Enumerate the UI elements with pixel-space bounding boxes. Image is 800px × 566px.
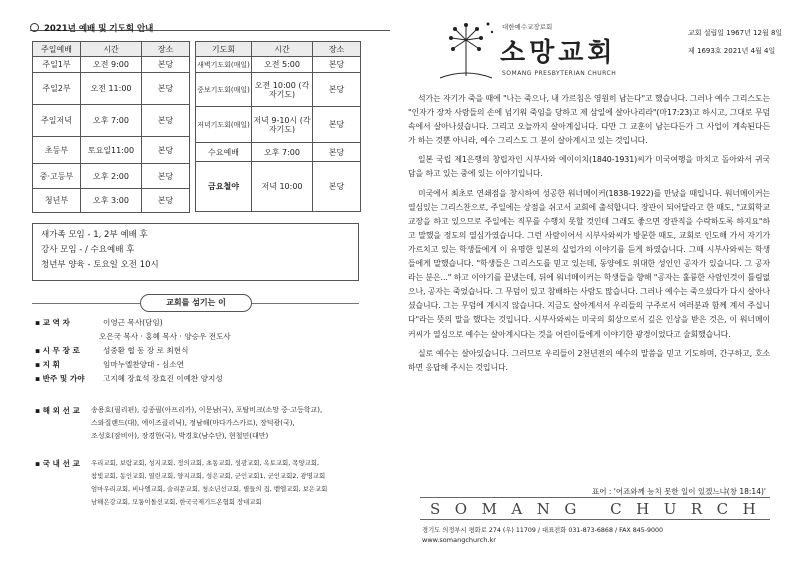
service-place: 본당	[142, 73, 190, 105]
overseas-label: 해 외 선 교	[42, 406, 80, 415]
prayer-name: 새벽기도회(매일)	[196, 57, 252, 73]
prayer-place: 본당	[313, 162, 361, 212]
address-line: 경기도 의정부시 평화로 274 (우) 11709 / 대표전화 031-873-6868 / FAX 845-9000	[422, 527, 664, 534]
founded-date: 교회 설립일 1967년 12월 8일	[688, 29, 783, 37]
header-cell: 장소	[142, 42, 190, 57]
prayer-schedule-table	[195, 41, 361, 212]
table-row	[33, 164, 190, 189]
bullet-icon: ▪	[35, 374, 41, 383]
staff-value: 임마누엘찬양대 - 심소연	[103, 360, 184, 369]
church-logo	[430, 16, 660, 88]
service-place: 본당	[142, 189, 190, 213]
article-paragraph: 일본 국립 제1은행의 창립자인 시부사와 에이이치(1840-1931)씨가 미국여행을 마치고 돌아와서 귀국담을 하고 있는 중에 있는 이야기입니다.	[408, 155, 770, 179]
staff-row	[35, 330, 385, 344]
article-paragraph: 미국에서 최초로 연쇄점을 창시하여 성공한 워너메이커(1838-1922)를 만났을 때입니다. 워너메이커는 열심있는 그리스찬으로, 주일에는 상점을 쉬고서 교회에 출석합니다. 장관이 되어달라고 한 때도, "교회학교 교장을 하고 있으므로 주일에는 직무를 수행치 못할 것인데 그래도 좋으면 장관직을 수락하도록 하지요"하고 말했을 정도의 열심가였습니다. 그런 사람이어서 시부사와씨가 방문한 때도, 교회로 인도해 가서 자기가 가르치고 있는 학생들에게 이 유명한 일본의 실업가의 이야기를 듣게 하였습니다. 그때 시부사와씨는 학생들에게 말했습니다. "학생들은 그리스도를 믿고 있는데, 동양에도 위대한 성인인 공자가 있습니다. 그 공자라는 분은..." 하고 이야기를 끝냈는데, 뒤에 워너메이커는 학생들을 향해 "공자는 훌륭한 사람인것이 틀림없으나, 공자는 죽었습니다. 그 무덤이 있고 참배하는 사람도 많습니다. 그러나 예수는 죽으셨다가 다시 살아나셨습니다. 그는 무덤에 계시지 않습니다. 지금도 살아계셔서 우리들의 구주로서 여러분과 함께 계셔 주십니다"라는 뜻의 말을 했다는 것입니다. 시부사와씨는 미국의 회상으로서 깊은 인상을 받은 것은, 이 워너메이커씨가 열심으로 예수는 살아계시다는 것을 어린이들에게 이야기한 광경이었다고 술회했습니다.	[408, 188, 770, 339]
table-row	[196, 143, 361, 162]
website-link[interactable]: www.somangchurch.kr	[422, 536, 496, 544]
service-place: 본당	[142, 57, 190, 73]
staff-row	[35, 372, 385, 386]
table-row	[33, 105, 190, 137]
staff-value: 고지혜 장효석 장효진 이예찬 양지성	[103, 374, 223, 383]
bullet-icon: ▪	[35, 346, 41, 355]
service-name: 주일2부	[33, 73, 81, 105]
servants-title: 교회를 섬기는 이	[140, 294, 252, 312]
footer-rule-bottom	[420, 519, 770, 520]
staff-label: 교 역 자	[42, 318, 70, 327]
staff-row	[35, 344, 385, 358]
table-row	[33, 73, 190, 105]
article-paragraph: 실로 예수는 살아있습니다. 그러므로 우리들이 2천년전의 예수의 말씀을 믿고 기도하며, 간구하고, 호소하면 응답해 주시는 것입니다.	[408, 348, 770, 372]
bullet-icon: ▪	[35, 406, 41, 415]
staff-row	[35, 358, 385, 372]
staff-label: 반주 및 가야	[42, 374, 85, 383]
staff-value: 이영근 목사(담임)	[103, 318, 163, 327]
right-page	[400, 0, 800, 566]
header-cell: 시간	[81, 42, 142, 57]
service-name: 중·고등부	[33, 164, 81, 189]
prayer-name: 저녁기도회(매일)	[196, 107, 252, 143]
domestic-label: 국 내 선 교	[42, 459, 80, 468]
table-row	[196, 73, 361, 107]
bullet-icon: ▪	[35, 360, 41, 369]
table-header-row	[196, 42, 361, 57]
staff-list	[35, 316, 385, 386]
mission-line: 스와질랜드(대), 에이즈클리닉), 정남해(마다가스카르), 장덕광(국),	[91, 419, 295, 427]
prayer-time: 오전 10:00 (각자기도)	[252, 73, 313, 107]
table-row	[196, 57, 361, 73]
gear-icon	[30, 23, 39, 32]
mission-line: 조성호(잠비아), 장경한(국), 박경호(남수단), 현철민(대만)	[91, 432, 269, 440]
table-row	[33, 189, 190, 213]
table-row	[33, 57, 190, 73]
service-time: 토요일11:00	[81, 137, 142, 164]
service-time: 오전 11:00	[81, 73, 142, 105]
prayer-time: 저녁 9-10시 (각자기도)	[252, 107, 313, 143]
notice-item: 강사 모임 - / 수요예배 후	[41, 245, 135, 255]
prayer-name: 금요철야	[196, 162, 252, 212]
service-time: 오후 2:00	[81, 164, 142, 189]
header-cell: 시간	[252, 42, 313, 57]
schedule-title: 2021년 예배 및 기도회 안내	[44, 24, 154, 34]
prayer-time: 오전 5:00	[252, 57, 313, 73]
notice-item: 새가족 모임 - 1, 2부 예배 후	[41, 230, 148, 240]
service-time: 오후 7:00	[81, 105, 142, 137]
staff-value: 성중환 협 동 장 로 최현식	[103, 346, 189, 355]
denomination-label: 대한예수교장로회	[502, 23, 553, 31]
header-cell: 장소	[313, 42, 361, 57]
prayer-name: 중보기도회(매일)	[196, 73, 252, 107]
article-paragraph: 석가는 자기가 죽을 때에 "나는 죽으나, 내 가르침은 영원히 남는다"고 했습니다. 그러나 예수 그리스도는 "인자가 장차 사람들의 손에 넘기워 죽임을 당하고 제 삼일에 살아나리라"(마17:23)고 하시고, 그대로 무덤 속에서 살아나셨습니다. 그리고 오늘까지 살아계십니다. 다만 그 교훈이 남는다든가 그 사업이 계속된다든가 하는 것뿐 아니라, 예수 그리스도 그 분이 살아계시고 있는 것입니다.	[408, 94, 770, 146]
service-name: 청년부	[33, 189, 81, 213]
footer-church-name: SOMANG CHURCH	[430, 500, 771, 518]
mission-line: 우리교회, 보람교회, 성지교회, 정의교회, 초동교회, 성광교회, 옥토교회, 목양교회,	[91, 459, 320, 467]
staff-label: 시 무 장 로	[42, 346, 80, 355]
mission-line: 송용호(필리핀), 김종필(아프리카), 이문남(국), 포탈비크(소망 중·고등학교),	[91, 406, 323, 414]
church-name-en: SOMANG PRESBYTERIAN CHURCH	[502, 70, 617, 77]
service-name: 주일저녁	[33, 105, 81, 137]
prayer-place: 본당	[313, 107, 361, 143]
motto: 표어 : '어죠와께 능치 못한 일이 있겠느냐(창 18:14)'	[592, 487, 766, 496]
staff-label: 지 휘	[42, 360, 60, 369]
header-cell: 주일예배	[33, 42, 81, 57]
table-row	[33, 137, 190, 164]
prayer-place: 본당	[313, 73, 361, 107]
bullet-icon: ▪	[35, 459, 41, 468]
mission-line: 엄마우리교회, 비나엘교회, 슬리문교회, 청소년선교회, 별들의 집, 벧엘교회, 보은교회	[91, 485, 328, 493]
footer-rule-top	[420, 497, 770, 498]
service-name: 주일1부	[33, 57, 81, 73]
prayer-place: 본당	[313, 143, 361, 162]
table-row	[196, 107, 361, 143]
notice-item: 청년부 양육 - 토요일 오전 10시	[41, 260, 159, 270]
schedule-title-row	[30, 16, 390, 34]
service-place: 본당	[142, 164, 190, 189]
prayer-time: 오후 7:00	[252, 143, 313, 162]
notice-box	[32, 223, 359, 281]
service-place: 본당	[142, 105, 190, 137]
mission-line: 남해은강교회, 모퉁이돌선교회, 한국국제기드온협회 장대교회	[91, 498, 262, 506]
bullet-icon: ▪	[35, 318, 41, 327]
table-header-row	[33, 42, 190, 57]
worship-schedule-table	[32, 41, 190, 213]
mission-line: 참빛교회, 동인교회, 열린교회, 양지교회, 성은교회, 군인교회1, 군인교회2, 광명교회	[91, 472, 326, 480]
prayer-name: 수요예배	[196, 143, 252, 162]
service-time: 오전 9:00	[81, 57, 142, 73]
article-body	[408, 92, 770, 380]
header-cell: 기도회	[196, 42, 252, 57]
service-time: 오후 3:00	[81, 189, 142, 213]
prayer-time: 저녁 10:00	[252, 162, 313, 212]
church-name-kr: 소망교회	[500, 38, 617, 68]
dandelion-icon	[430, 18, 500, 84]
table-row	[196, 162, 361, 212]
issue-info: 제 1693호 2021년 4월 4일	[688, 47, 776, 55]
service-name: 초등부	[33, 137, 81, 164]
prayer-place: 본당	[313, 57, 361, 73]
staff-row	[35, 316, 385, 330]
staff-value: 오은국 목사 · 홍혜 목사 · 양승우 전도사	[99, 332, 231, 341]
service-place: 본당	[142, 137, 190, 164]
